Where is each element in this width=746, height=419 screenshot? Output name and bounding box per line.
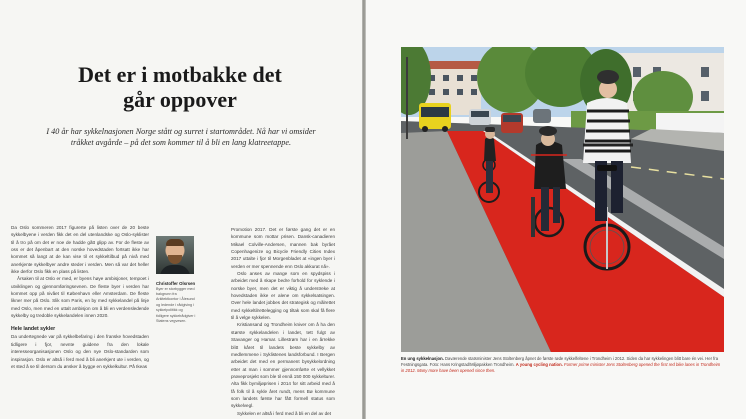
body-paragraph: Oslo anses av mange som en spydspiss i arbeidet med å skape bedre forhold for syklende i norske byer, men det er viktig å understreke at hovedstaden ikke er alene om sykkelsatsingen. Over hele landet jobbes det strategisk og målrettet med sykkeltilrettelegging og tiltak som skal få flere til å velge sykkelen. xyxy=(231,271,335,321)
left-page xyxy=(0,0,362,419)
caption-credit: Foto: Hans Kringstad/Miljøpakken Trondheim. xyxy=(429,362,515,368)
author-name: Christoffer Olsrsen xyxy=(156,281,196,286)
body-paragraph: Kristiansand og Trondheim kniver om å ha den største sykkelandelen i landet, tett fulgt av Stavanger og Hamar. Lillestrøm har i en årrekke blitt kåret til landets beste sykkelby av medlemmene i Syklistenes landsforbund. I Bergen arbeidet det med en permanent bysykkelordning etter at man i sommer gjennomførte et vellykket prøveprosjekt som ble til ennå 150 000 sykkelturer. Alta fikk bymiljøprisen i 2014 for sitt arbeid med å få folk til å sykle året rundt, mens Bø kommune som landets første har fått formell status som sykkelvegl. xyxy=(231,322,335,409)
headline-line-1: Det er i motbakke det xyxy=(78,62,282,87)
photo-caption xyxy=(401,356,724,374)
article-headline xyxy=(30,62,330,112)
body-column-1 xyxy=(11,224,149,418)
body-paragraph: Da Oslo sommeren 2017 figurerte på listen over de 20 beste sykkelbyene i verden fikk det en del utenlandske og Oslo-syklister til å tro på om det er noe de hadde gått glipp av. For de fleste av oss er det åpenbart at den norske hovedstaden fortsatt ikke har kommet så langt at de kan vise til et sykkeltilbud på nivå med anerkjente sykkelbyer andre steder i verden. Men så var det heller ikke derfor Oslo fikk en plass på listen. xyxy=(11,225,149,275)
author-bio: Byer er storbygger med bakgrunn fra Arkitektkontor i Ålesund og ledende i rådgiving i sykkelpolitikk og tidligere sykkelrådgiver i Statens vegvesen. xyxy=(156,286,196,323)
cyclists-photo xyxy=(401,47,724,352)
body-column-2 xyxy=(231,226,335,418)
caption-text-english: Former prime minister Jens Stoltenberg opened the first red bike lanes in Trondheim in 2012. Many more have been opened since then. xyxy=(401,362,721,374)
body-paragraph: Promotion 2017. Det er første gang det er en kommune som mottar prisen. Dansk-canadieren Mikael Colville-Andersen, mannen bak byrået Copenhagenize og Bicycle Friendly Cities Index 2017 uttalte i fjor til Morgenbladet at «ingen byer i verden er mer spennende enn Oslo akkurat nå». xyxy=(231,227,335,269)
right-page xyxy=(366,0,746,419)
section-subheading: Hele landet sykler xyxy=(11,326,56,333)
author-box xyxy=(156,236,196,324)
author-portrait xyxy=(156,236,194,274)
body-paragraph: Årsaken til at Oslo er med, er byens høye ambisjoner, tempoet i utviklingen og gjennomføringsevnen. De fleste byer i verden har kommet opp på nivået til København eller Amsterdam. De fleste likner mer på Oslo. Slik som Paris, en by med sykkelandel på linje med Oslo, men med en uttalt ambisjon om å bli en verdensledende sykkelby og tredoble sykkelandelen innen 2020. xyxy=(11,276,149,319)
caption-text-norwegian: Daværende statsminister Jens Stoltenberg åpnet de første røde sykkelfeltene i Trondheim i 2012. Siden da har sykkelingen blitt bare én vei. Her fra Festningsgata. xyxy=(401,356,719,368)
body-paragraph: Sykkelen er altså i ferd med å bli en del av det xyxy=(237,410,331,416)
caption-label: En ung sykkelnasjon. xyxy=(401,356,444,361)
headline-line-2: går oppover xyxy=(123,87,237,112)
body-paragraph: Da undertegnede var på sykkelbefaring i den franske hovedstaden tidligere i fjor, nevnte guidene fra den lokale interesseorganisasjonen Oslo og den nye Oslo-standarden som inspirasjon. Oslo er altså i ferd med å bli anerkjent ute i verden, og et sted å se til dersom du ønsker å bygge en sykkelkultur. På Ikeas xyxy=(11,334,149,369)
article-lede: I 40 år har sykkelnasjonen Norge stått og surret i startområdet. Nå har vi omsider tråkket avgårde – på det som kommer til å bli en lang klatreetappe. xyxy=(46,127,316,147)
caption-label-english: A young cycling nation. xyxy=(515,362,563,368)
